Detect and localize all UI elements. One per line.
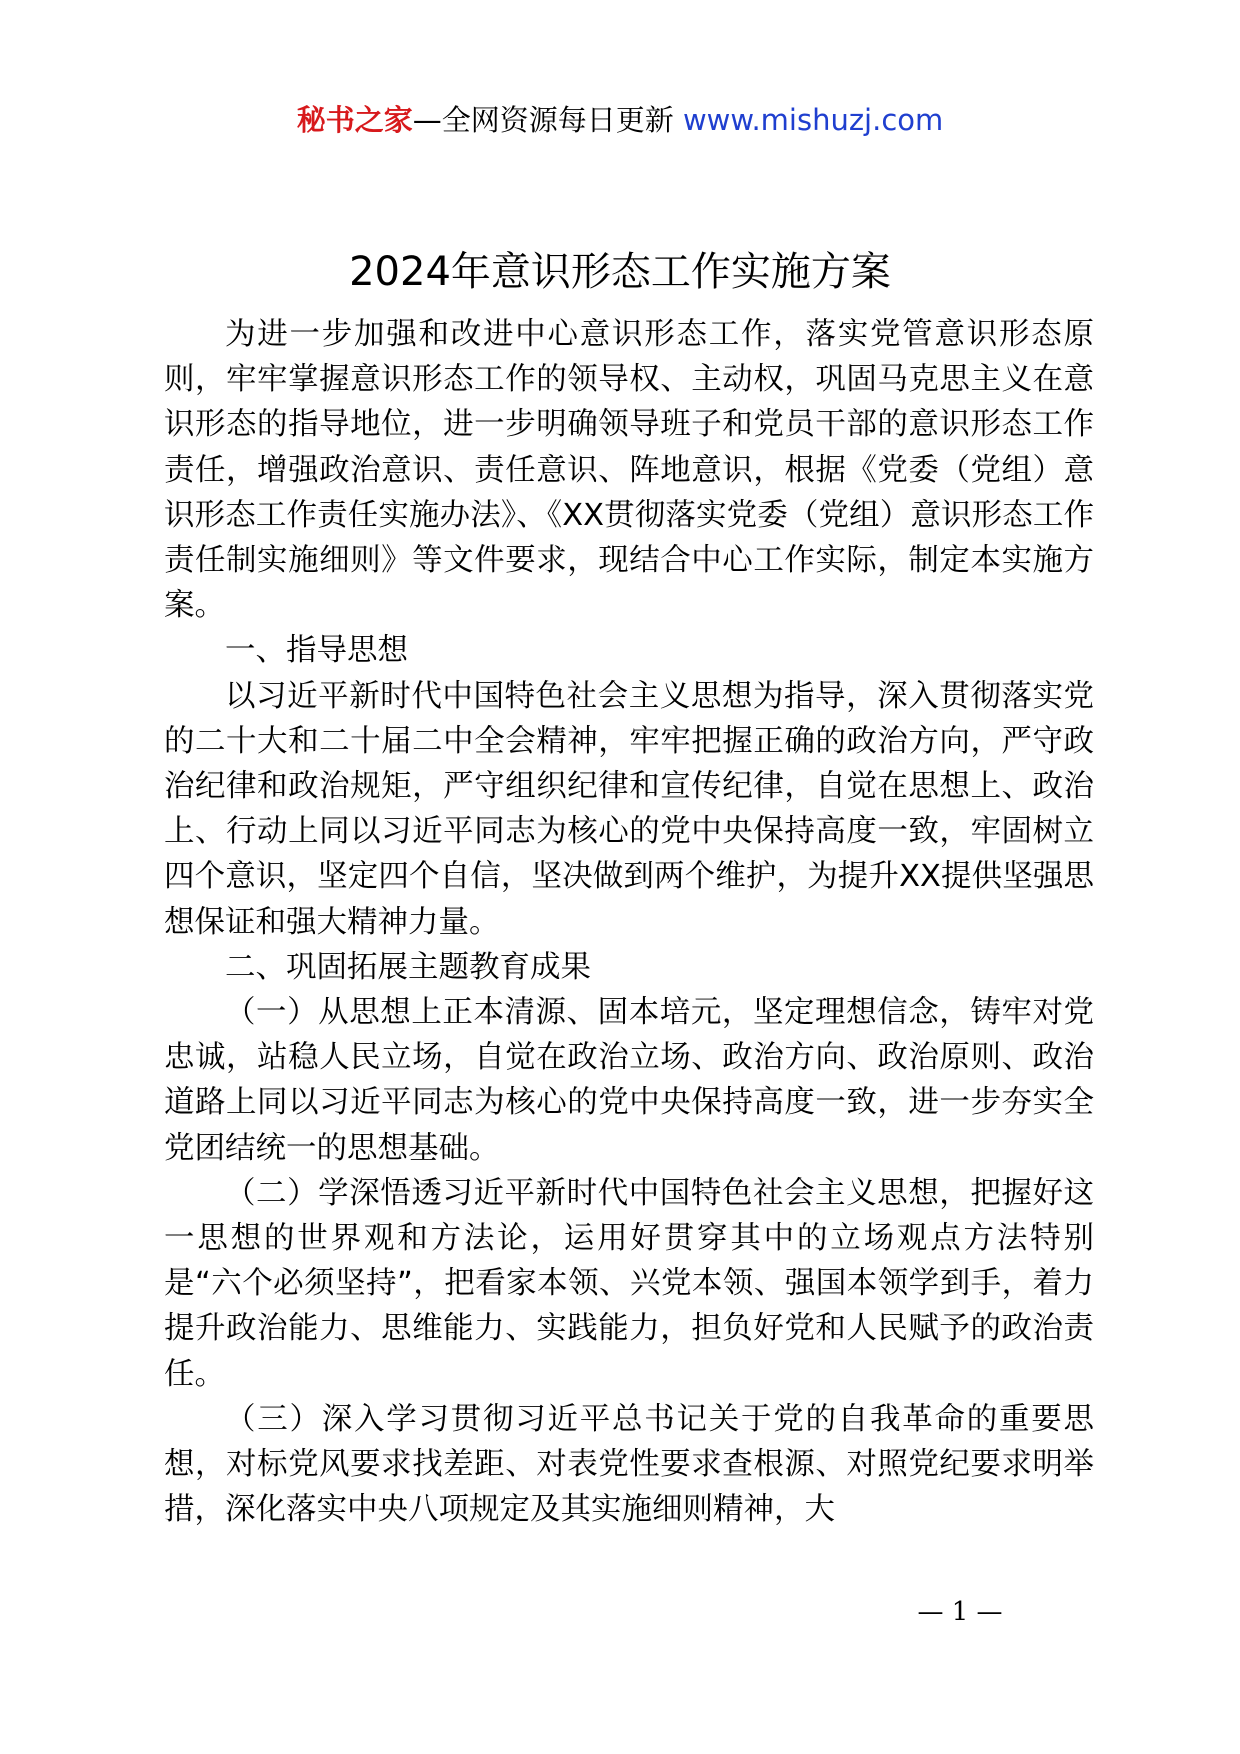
site-header (0, 100, 1240, 140)
section-heading-guiding-thought: 一、指导思想 (225, 633, 408, 669)
website-link[interactable]: www.mishuzj.com (682, 103, 944, 137)
intro-paragraph: 为进一步加强和改进中心意识形态工作，落实党管意识形态原则，牢牢掌握意识形态工作的领导权、主动权，巩固马克思主义在意识形态的指导地位，进一步明确领导班子和党员干部的意识形态工作责任，增强政治意识、责任意识、阵地意识，根据《党委（党组）意识形态工作责任实施办法》、《XX贯彻落实党委（党组）意识形态工作责任制实施细则》等文件要求，现结合中心工作实际，制定本实施方案。 (164, 317, 1094, 624)
brand-name: 秘书之家 (296, 103, 413, 137)
page-number: — 1 — (917, 1597, 1003, 1627)
item-three-paragraph: （三）深入学习贯彻习近平总书记关于党的自我革命的重要思想，对标党风要求找差距、对表党性要求查根源、对照党纪要求明举措，深化落实中央八项规定及其实施细则精神，大 (164, 1401, 1094, 1528)
item-one-paragraph: （一）从思想上正本清源、固本培元，坚定理想信念，铸牢对党忠诚，站稳人民立场，自觉在政治立场、政治方向、政治原则、政治道路上同以习近平同志为核心的党中央保持高度一致，进一步夯实全党团结统一的思想基础。 (164, 995, 1094, 1166)
item-two-paragraph: （二）学深悟透习近平新时代中国特色社会主义思想，把握好这一思想的世界观和方法论，运用好贯穿其中的立场观点方法特别是“六个必须坚持”，把看家本领、兴党本领、强国本领学到手，着力提升政治能力、思维能力、实践能力，担负好党和人民赋予的政治责任。 (164, 1175, 1094, 1392)
section-heading-consolidate-results: 二、巩固拓展主题教育成果 (225, 949, 591, 985)
guiding-thought-paragraph: 以习近平新时代中国特色社会主义思想为指导，深入贯彻落实党的二十大和二十届二中全会精神，牢牢把握正确的政治方向，严守政治纪律和政治规矩，严守组织纪律和宣传纪律，自觉在思想上、政治上、行动上同以习近平同志为核心的党中央保持高度一致，牢固树立四个意识，坚定四个自信，坚决做到两个维护，为提升XX提供坚强思想保证和强大精神力量。 (164, 678, 1094, 940)
header-tagline: —全网资源每日更新 (412, 103, 674, 137)
document-title: 2024年意识形态工作实施方案 (349, 249, 891, 295)
document-body (164, 312, 1094, 1532)
